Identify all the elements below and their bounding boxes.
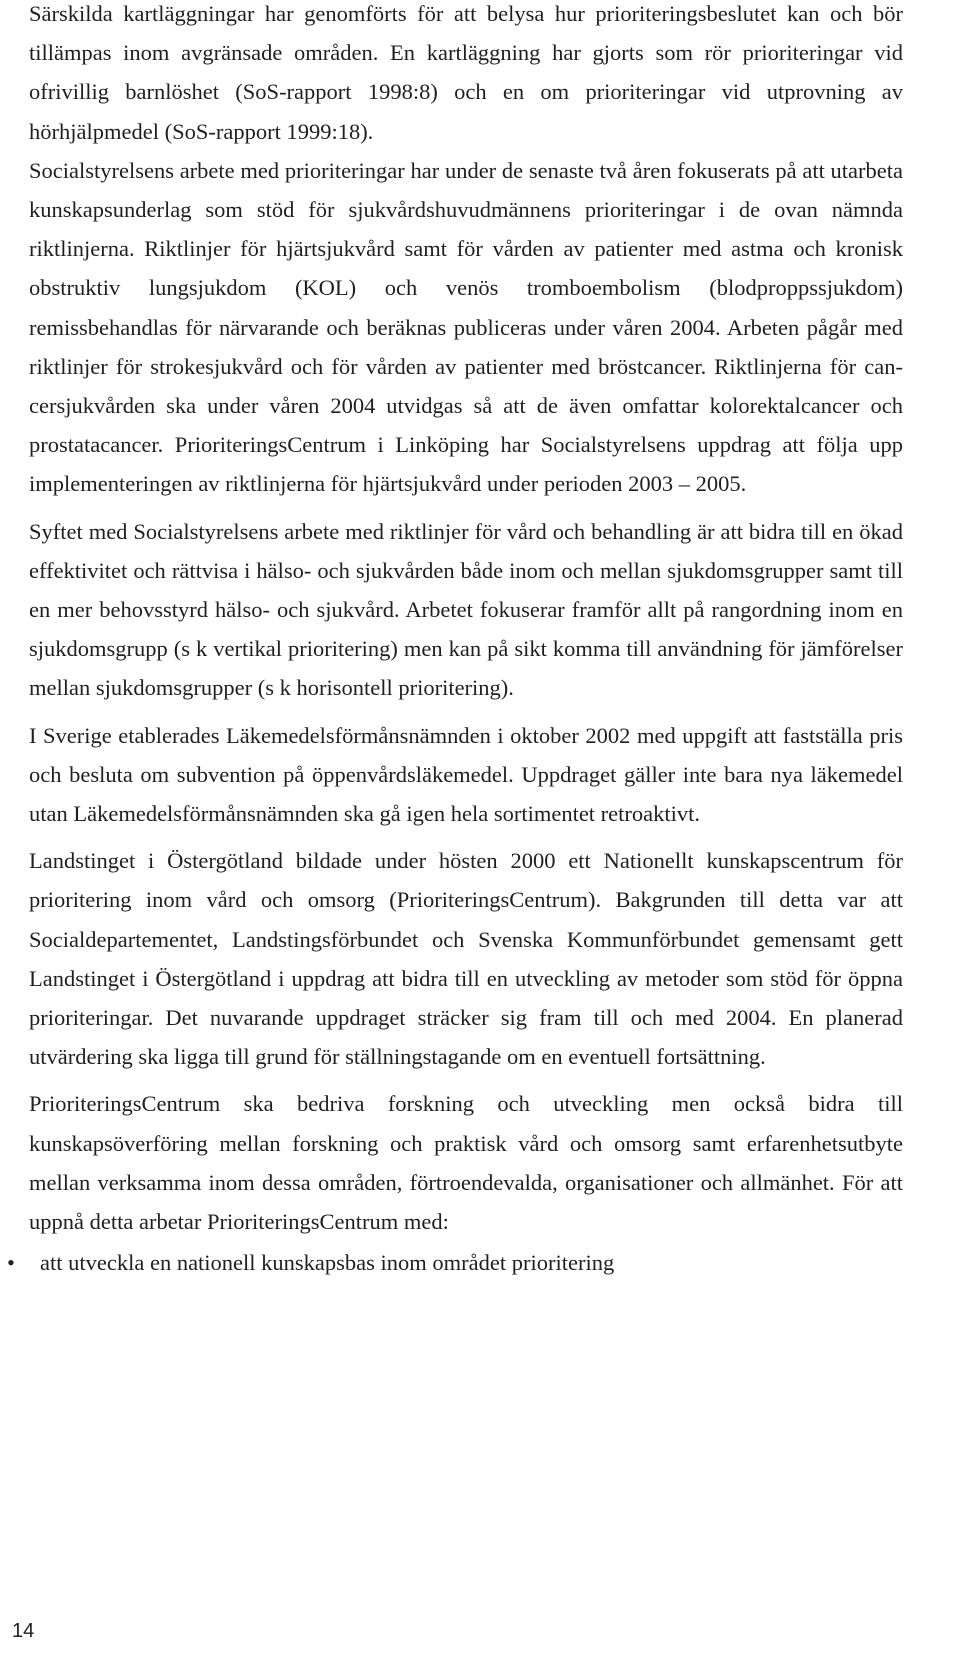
list-item-text: att utveckla en nationell kunskapsbas inom området prioritering [40, 1250, 615, 1276]
paragraph-guidelines-work: Socialstyrelsens arbete med prioriteringar har under de senaste två åren fokuserats på att utarbeta kunskapsunderlag som stöd för sjukvårdshuvudmännens prioriteringar i de ovan nämnda riktlinjerna. Riktlinjer för hjärtsjukvård samt för vården av patienter med astma och kronisk obstruktiv lungsjukdom (KOL) och venös tromboembolism (blodproppssjukdom) remissbehandlas för närvarande och beräknas publiceras under våren 2004. Arbeten pågår med riktlinjer för strokesjukvård och för vården av patienter med bröstcancer. Riktlinjerna för cancersjukvården ska under våren 2004 utvidgas så att de även omfattar kolorektalcancer och prostatacancer. PrioriteringsCentrum i Linköping har Socialstyrelsens uppdrag att följa upp implementeringen av riktlinjerna för hjärtsjukvård under perioden 2003 – 2005. [29, 157, 903, 497]
paragraph-prioritization-centre: Landstinget i Östergötland bildade under hösten 2000 ett Nationellt kunskapscentrum för prioritering inom vård och omsorg (PrioriteringsCentrum). Bakgrunden till detta var att Socialdepartementet, Landstingsförbundet och Svenska Kommunförbundet gemensamt gett Landstinget i Östergötland i uppdrag att bidra till en utveckling av metoder som stöd för öppna prioriteringar. Det nuvarande uppdraget sträcker sig fram till och med 2004. En planerad utvärdering ska ligga till grund för ställningstagande om en eventuell fortsättning. [29, 848, 903, 1070]
task-list [7, 1243, 903, 1282]
list-item [7, 1243, 903, 1282]
document-page [7, 0, 903, 1283]
paragraph-pharma-board: I Sverige etablerades Läkemedelsförmånsnämnden i oktober 2002 med uppgift att fastställa pris och besluta om subvention på öppenvårdsläkemedel. Uppdraget gäller inte bara nya läkemedel utan Läkemedelsförmånsnämnden ska gå igen hela sortimentet retroaktivt. [29, 722, 903, 827]
bullet-icon: • [7, 1250, 15, 1276]
paragraph-mapping-studies: Särskilda kartläggningar har genomförts för att belysa hur prioriteringsbeslutet kan och bör tillämpas inom avgränsade områden. En kartläggning har gjorts som rör prioriteringar vid ofrivillig barnlöshet (SoS-rapport 1998:8) och en om prioriteringar vid utprovning av hörhjälpmedel (SoS-rapport 1999:18). [29, 1, 903, 144]
page-number: 14 [12, 1620, 35, 1642]
paragraph-guidelines-purpose: Syftet med Socialstyrelsens arbete med riktlinjer för vård och behandling är att bidra till en ökad effektivitet och rättvisa i hälso- och sjukvården både inom och mellan sjukdomsgrupper samt till en mer behovsstyrd hälso- och sjukvård. Arbetet fokuserar framför allt på rangordning inom en sjukdomsgrupp (s k vertikal prioritering) men kan på sikt komma till användning för jämförelser mellan sjukdomsgrupper (s k horisontell prioritering). [29, 518, 903, 701]
paragraph-centre-tasks: PrioriteringsCentrum ska bedriva forskning och utveckling men också bidra till kunskapsöverföring mellan forskning och praktisk vård och omsorg samt erfarenhetsutbyte mellan verksamma inom dessa områden, förtroendevalda, organisationer och allmänhet. För att uppnå detta arbetar PrioriteringsCentrum med: [29, 1091, 903, 1235]
